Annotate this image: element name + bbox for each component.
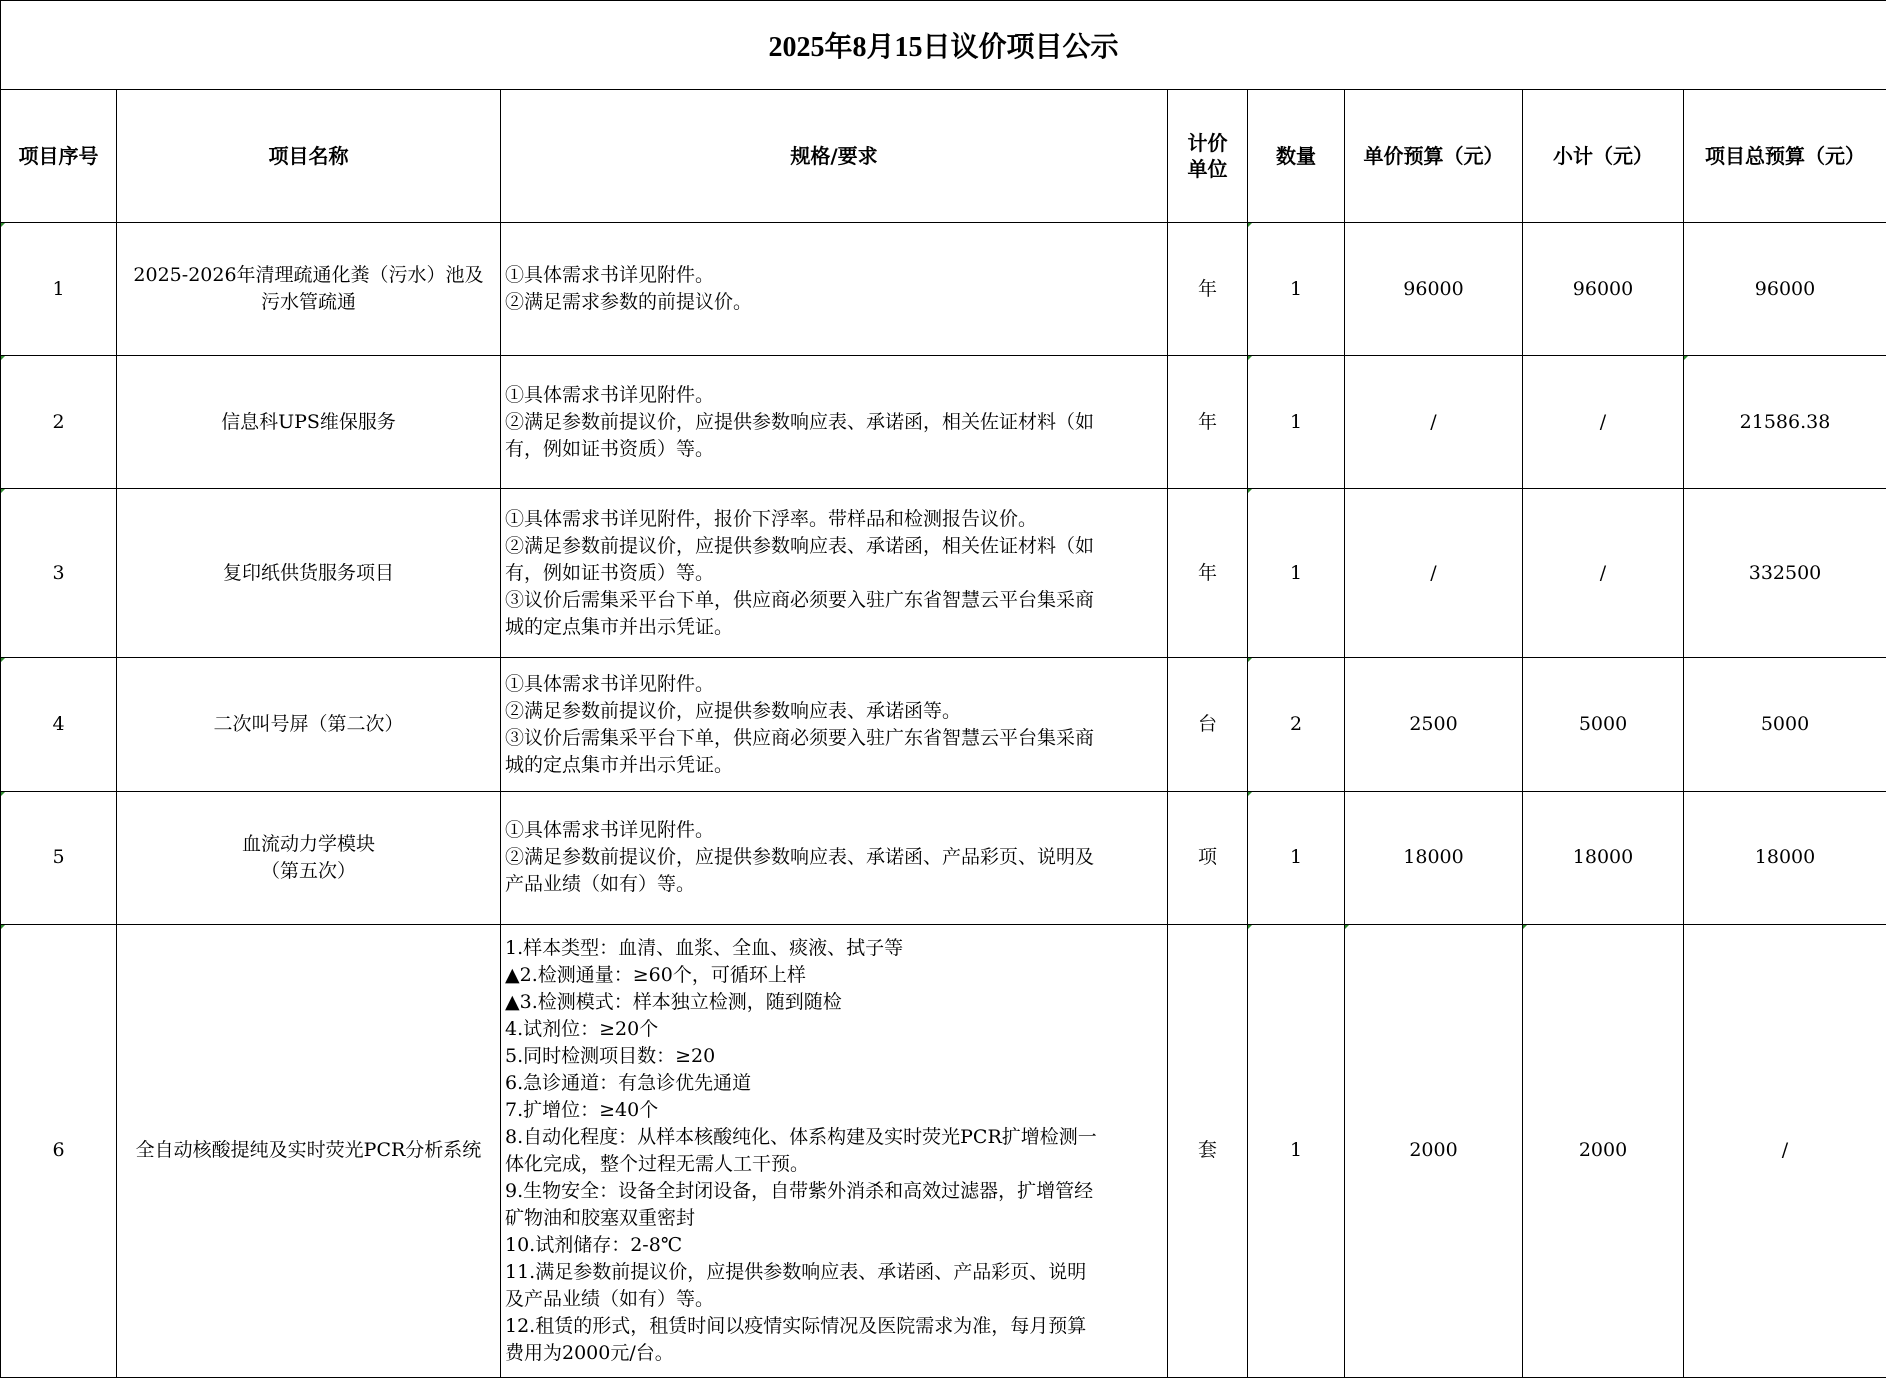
cell-spec xyxy=(501,791,1168,924)
spec-line: 7.扩增位：≥40个 xyxy=(505,1098,659,1121)
cell-qty: 1 xyxy=(1248,791,1345,924)
cell-spec xyxy=(501,658,1168,791)
cell-unit: 年 xyxy=(1168,356,1248,489)
cell-subtotal: 96000 xyxy=(1523,223,1684,356)
table-row xyxy=(1,924,1886,1377)
spec-line: ▲2.检测通量：≥60个，可循环上样 xyxy=(505,963,806,986)
cell-unit-price: 18000 xyxy=(1345,791,1523,924)
spec-line: 1.样本类型：血清、血浆、全血、痰液、拭子等 xyxy=(505,936,904,959)
cell-unit: 项 xyxy=(1168,791,1248,924)
cell-subtotal: 18000 xyxy=(1523,791,1684,924)
header-unit xyxy=(1168,90,1248,223)
spec-line: 及产品业绩（如有）等。 xyxy=(505,1287,715,1310)
name-line: 复印纸供货服务项目 xyxy=(222,561,394,584)
spec-line: 9.生物安全：设备全封闭设备，自带紫外消杀和高效过滤器，扩增管经 xyxy=(505,1179,1094,1202)
cell-unit: 台 xyxy=(1168,658,1248,791)
spec-line: 有，例如证书资质）等。 xyxy=(505,437,715,460)
spec-line: ②满足参数前提议价，应提供参数响应表、承诺函，相关佐证材料（如 xyxy=(505,410,1095,433)
cell-unit-price: / xyxy=(1345,356,1523,489)
cell-seq: 1 xyxy=(1,223,117,356)
cell-name xyxy=(117,223,501,356)
spec-line: ①具体需求书详见附件。 xyxy=(505,264,715,287)
spec-line: ②满足参数前提议价，应提供参数响应表、承诺函，相关佐证材料（如 xyxy=(505,534,1095,557)
cell-spec xyxy=(501,223,1168,356)
spec-line: 体化完成，整个过程无需人工干预。 xyxy=(505,1152,810,1175)
spec-line: 费用为2000元/台。 xyxy=(505,1341,674,1364)
cell-total: 96000 xyxy=(1684,223,1886,356)
header-total: 项目总预算（元） xyxy=(1684,90,1886,223)
cell-name xyxy=(117,356,501,489)
spec-line: ②满足参数前提议价，应提供参数响应表、承诺函等。 xyxy=(505,699,962,722)
spec-line: 城的定点集市并出示凭证。 xyxy=(505,753,734,776)
spec-line: ①具体需求书详见附件，报价下浮率。带样品和检测报告议价。 xyxy=(505,507,1038,530)
cell-name xyxy=(117,791,501,924)
spec-line: ①具体需求书详见附件。 xyxy=(505,672,715,695)
spec-line: 有，例如证书资质）等。 xyxy=(505,561,715,584)
header-qty: 数量 xyxy=(1248,90,1345,223)
cell-seq: 3 xyxy=(1,489,117,658)
name-line: 全自动核酸提纯及实时荧光PCR分析系统 xyxy=(135,1139,482,1162)
cell-seq: 6 xyxy=(1,924,117,1377)
name-line: 信息科UPS维保服务 xyxy=(221,410,396,433)
spec-line: 产品业绩（如有）等。 xyxy=(505,873,696,896)
spec-line: 12.租赁的形式，租赁时间以疫情实际情况及医院需求为准，每月预算 xyxy=(505,1314,1087,1337)
cell-total: 21586.38 xyxy=(1684,356,1886,489)
cell-unit-price: 2000 xyxy=(1345,924,1523,1377)
spec-line: 11.满足参数前提议价，应提供参数响应表、承诺函、产品彩页、说明 xyxy=(505,1260,1087,1283)
header-name: 项目名称 xyxy=(117,90,501,223)
spec-line: ①具体需求书详见附件。 xyxy=(505,383,715,406)
table-row xyxy=(1,489,1886,658)
cell-subtotal: / xyxy=(1523,356,1684,489)
spec-line: ②满足参数前提议价，应提供参数响应表、承诺函、产品彩页、说明及 xyxy=(505,846,1095,869)
spec-line: ③议价后需集采平台下单，供应商必须要入驻广东省智慧云平台集采商 xyxy=(505,588,1095,611)
cell-name xyxy=(117,924,501,1377)
cell-name xyxy=(117,658,501,791)
table-row xyxy=(1,223,1886,356)
cell-subtotal: 5000 xyxy=(1523,658,1684,791)
cell-unit-price: 96000 xyxy=(1345,223,1523,356)
cell-unit-price: / xyxy=(1345,489,1523,658)
spec-line: 8.自动化程度：从样本核酸纯化、体系构建及实时荧光PCR扩增检测一 xyxy=(505,1125,1097,1148)
cell-total: 18000 xyxy=(1684,791,1886,924)
cell-unit-price: 2500 xyxy=(1345,658,1523,791)
spec-line: ②满足需求参数的前提议价。 xyxy=(505,291,753,314)
name-line: 2025-2026年清理疏通化粪（污水）池及 xyxy=(133,264,484,287)
cell-seq: 2 xyxy=(1,356,117,489)
cell-seq: 4 xyxy=(1,658,117,791)
spec-line: 4.试剂位：≥20个 xyxy=(505,1017,659,1040)
spec-line: ①具体需求书详见附件。 xyxy=(505,819,715,842)
header-spec: 规格/要求 xyxy=(501,90,1168,223)
cell-qty: 1 xyxy=(1248,223,1345,356)
header-unit-line2: 单位 xyxy=(1187,157,1228,182)
page-title: 2025年8月15日议价项目公示 xyxy=(1,1,1886,90)
spec-line: 城的定点集市并出示凭证。 xyxy=(505,615,734,638)
cell-unit: 年 xyxy=(1168,489,1248,658)
cell-total: 332500 xyxy=(1684,489,1886,658)
spec-line: ③议价后需集采平台下单，供应商必须要入驻广东省智慧云平台集采商 xyxy=(505,726,1095,749)
spec-line: ▲3.检测模式：样本独立检测，随到随检 xyxy=(505,990,842,1013)
table-row xyxy=(1,356,1886,489)
header-unit-line1: 计价 xyxy=(1187,131,1228,156)
cell-qty: 1 xyxy=(1248,489,1345,658)
spec-line: 10.试剂储存：2-8℃ xyxy=(505,1233,683,1256)
header-unit-price: 单价预算（元） xyxy=(1345,90,1523,223)
cell-total: / xyxy=(1684,924,1886,1377)
cell-unit: 套 xyxy=(1168,924,1248,1377)
name-line: 二次叫号屏（第二次） xyxy=(213,713,404,735)
cell-total: 5000 xyxy=(1684,658,1886,791)
cell-subtotal: 2000 xyxy=(1523,924,1684,1377)
header-subtotal: 小计（元） xyxy=(1523,90,1684,223)
header-row xyxy=(1,90,1886,223)
cell-qty: 2 xyxy=(1248,658,1345,791)
cell-qty: 1 xyxy=(1248,924,1345,1377)
cell-unit: 年 xyxy=(1168,223,1248,356)
cell-subtotal: / xyxy=(1523,489,1684,658)
cell-spec xyxy=(501,356,1168,489)
cell-spec xyxy=(501,924,1168,1377)
name-line: （第五次） xyxy=(260,859,356,882)
spec-line: 6.急诊通道：有急诊优先通道 xyxy=(505,1071,752,1094)
table-row xyxy=(1,791,1886,924)
name-line: 污水管疏通 xyxy=(260,291,356,314)
cell-name xyxy=(117,489,501,658)
spec-line: 矿物油和胶塞双重密封 xyxy=(505,1206,696,1229)
cell-spec xyxy=(501,489,1168,658)
spec-line: 5.同时检测项目数：≥20 xyxy=(505,1044,716,1067)
name-line: 血流动力学模块 xyxy=(241,832,375,855)
header-seq: 项目序号 xyxy=(1,90,117,223)
table-row xyxy=(1,658,1886,791)
cell-seq: 5 xyxy=(1,791,117,924)
title-row xyxy=(1,1,1886,90)
cell-qty: 1 xyxy=(1248,356,1345,489)
